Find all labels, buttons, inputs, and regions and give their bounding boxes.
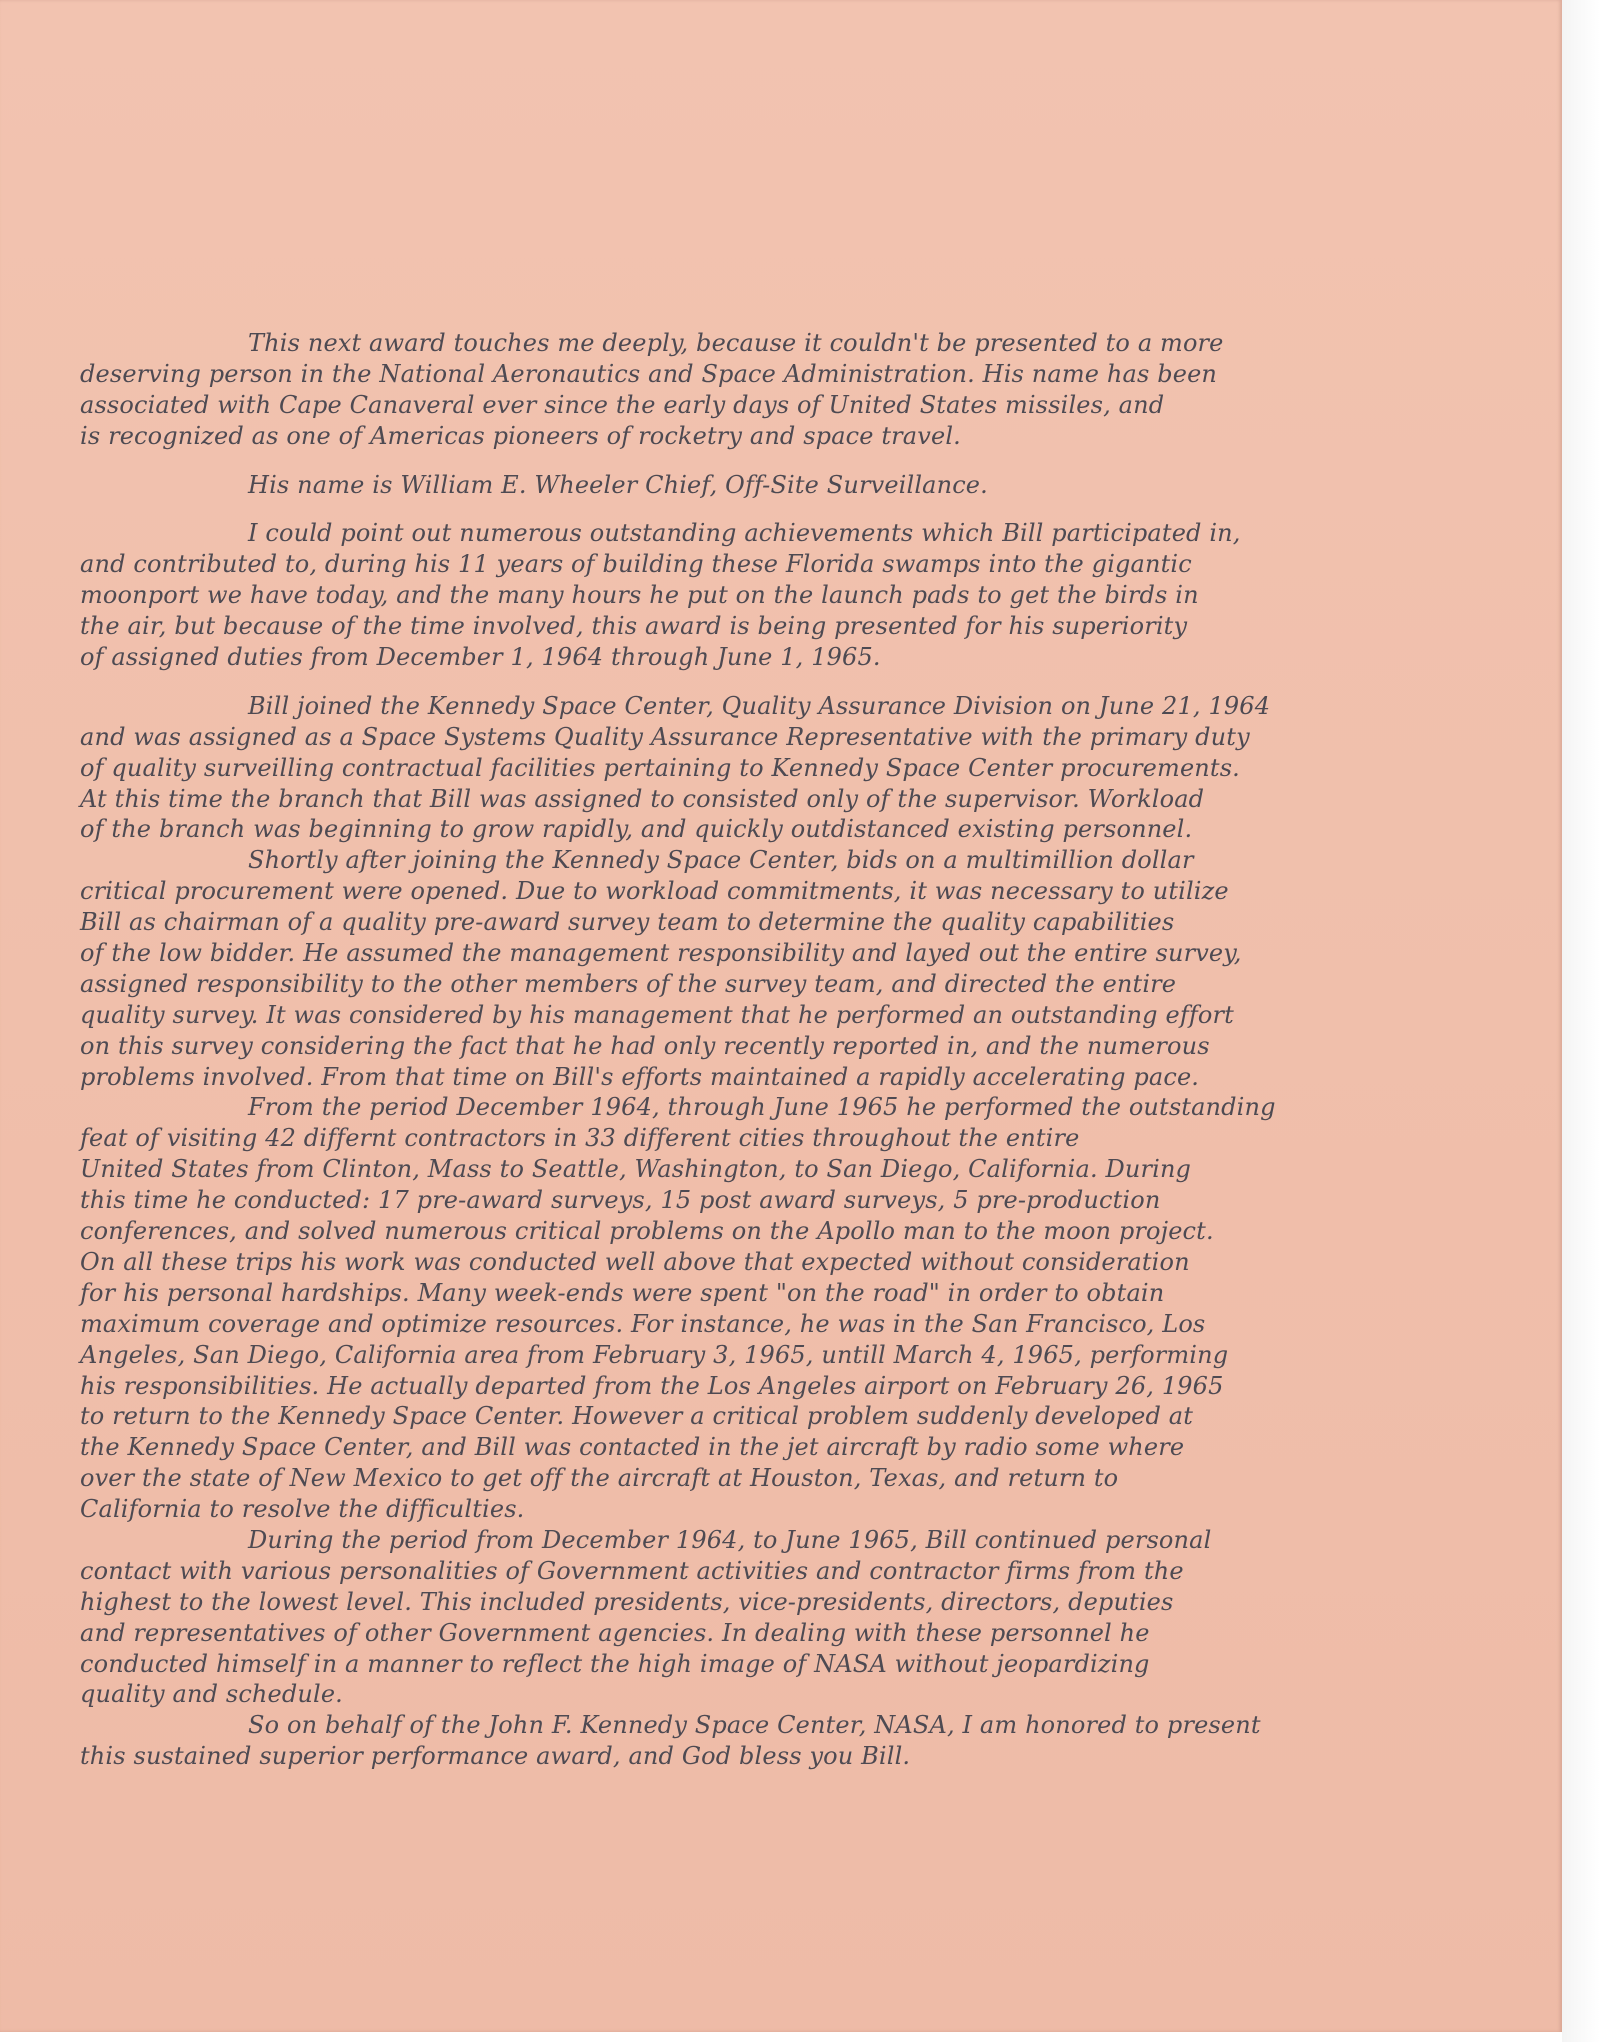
text-line: This next award touches me deeply, because it couldn't be presented to a more bbox=[248, 329, 1224, 357]
text-line: feat of visiting 42 differnt contractors in 33 different cities throughout the entire bbox=[80, 1124, 1080, 1153]
text-line: on this survey considering the fact that he had only recently reported in, and the numerous bbox=[80, 1031, 1210, 1060]
text-line: From the period December 1964, through June 1965 he performed the outstanding bbox=[248, 1093, 1276, 1122]
text-line: United States from Clinton, Mass to Seattle, Washington, to San Diego, California. During bbox=[80, 1155, 1192, 1184]
text-line: is recognized as one of Americas pioneers of rocketry and space travel. bbox=[80, 421, 961, 450]
paragraph-joined-ksc bbox=[80, 691, 1520, 845]
text-line: moonport we have today, and the many hours he put on the launch pads to get the birds in bbox=[80, 581, 1199, 610]
text-line: this sustained superior performance award, and God bless you Bill. bbox=[80, 1742, 911, 1771]
text-line: quality survey. It was considered by his management that he performed an outstanding effort bbox=[80, 1000, 1234, 1029]
paragraph-closing bbox=[80, 1710, 1520, 1772]
paragraph-award-intro bbox=[80, 328, 1520, 452]
text-line: During the period from December 1964, to June 1965, Bill continued personal bbox=[248, 1525, 1212, 1554]
text-line: and was assigned as a Space Systems Quality Assurance Representative with the primary duty bbox=[80, 722, 1250, 751]
text-line: of assigned duties from December 1, 1964 through June 1, 1965. bbox=[80, 643, 881, 672]
paragraph-personal-contact bbox=[80, 1525, 1520, 1710]
text-line: of the low bidder. He assumed the management responsibility and layed out the entire survey, bbox=[80, 939, 1242, 968]
text-line: problems involved. From that time on Bill's efforts maintained a rapidly accelerating pace. bbox=[80, 1062, 1200, 1091]
text-line: Shortly after joining the Kennedy Space Center, bids on a multimillion dollar bbox=[248, 846, 1194, 875]
text-line: the air, but because of the time involved, this award is being presented for his superiority bbox=[80, 612, 1188, 641]
text-line: Angeles, San Diego, California area from February 3, 1965, untill March 4, 1965, performing bbox=[80, 1340, 1229, 1369]
text-line: associated with Cape Canaveral ever since the early days of United States missiles, and bbox=[80, 390, 1165, 419]
scan-margin bbox=[1562, 0, 1600, 2042]
text-line: California to resolve the difficulties. bbox=[80, 1495, 525, 1524]
text-line: assigned responsibility to the other members of the survey team, and directed the entire bbox=[80, 969, 1177, 998]
text-line: his responsibilities. He actually departed from the Los Angeles airport on February 26, 1965 bbox=[80, 1371, 1224, 1400]
text-line: On all these trips his work was conducted well above that expected without consideration bbox=[80, 1247, 1190, 1276]
text-line: quality and schedule. bbox=[80, 1680, 343, 1709]
text-line: the Kennedy Space Center, and Bill was contacted in the jet aircraft by radio some where bbox=[80, 1433, 1185, 1462]
text-line: over the state of New Mexico to get off the aircraft at Houston, Texas, and return to bbox=[80, 1464, 1119, 1493]
paragraph-travel bbox=[80, 1092, 1520, 1524]
text-line: critical procurement were opened. Due to workload commitments, it was necessary to utilize bbox=[80, 877, 1229, 906]
text-line: for his personal hardships. Many week-ends were spent "on the road" in order to obtain bbox=[80, 1278, 1165, 1307]
text-line: contact with various personalities of Government activities and contractor firms from the bbox=[80, 1556, 1184, 1585]
text-line: to return to the Kennedy Space Center. However a critical problem suddenly developed at bbox=[80, 1402, 1194, 1431]
text-line: this time he conducted: 17 pre-award surveys, 15 post award surveys, 5 pre-production bbox=[80, 1186, 1161, 1215]
text-line: highest to the lowest level. This included presidents, vice-presidents, directors, deputies bbox=[80, 1587, 1174, 1616]
text-line: and contributed to, during his 11 years of building these Florida swamps into the gigantic bbox=[80, 550, 1192, 579]
text-line: Bill as chairman of a quality pre-award survey team to determine the quality capabilities bbox=[80, 908, 1175, 937]
text-line: So on behalf of the John F. Kennedy Space Center, NASA, I am honored to present bbox=[248, 1711, 1261, 1740]
paragraph-recipient-name bbox=[80, 470, 1520, 501]
text-line: conducted himself in a manner to reflect the high image of NASA without jeopardizing bbox=[80, 1649, 1150, 1678]
text-line: maximum coverage and optimize resources. For instance, he was in the San Francisco, Los bbox=[80, 1309, 1206, 1338]
text-line: Bill joined the Kennedy Space Center, Quality Assurance Division on June 21, 1964 bbox=[248, 691, 1271, 720]
text-line: of the branch was beginning to grow rapidly, and quickly outdistanced existing personnel. bbox=[80, 815, 1193, 844]
text-line: His name is William E. Wheeler Chief, Off-Site Surveillance. bbox=[248, 470, 988, 499]
paragraph-achievements bbox=[80, 518, 1520, 672]
text-line: and representatives of other Government agencies. In dealing with these personnel he bbox=[80, 1618, 1150, 1647]
text-line: At this time the branch that Bill was assigned to consisted only of the supervisor. Workload bbox=[80, 784, 1205, 813]
text-line: deserving person in the National Aeronautics and Space Administration. His name has been bbox=[80, 359, 1218, 388]
text-line: of quality surveilling contractual facilities pertaining to Kennedy Space Center procurements. bbox=[80, 753, 1240, 782]
letter-body bbox=[80, 328, 1520, 1772]
paragraph-survey-team bbox=[80, 845, 1520, 1092]
text-line: conferences, and solved numerous critical problems on the Apollo man to the moon project. bbox=[80, 1217, 1214, 1246]
text-line: I could point out numerous outstanding achievements which Bill participated in, bbox=[248, 519, 1241, 548]
